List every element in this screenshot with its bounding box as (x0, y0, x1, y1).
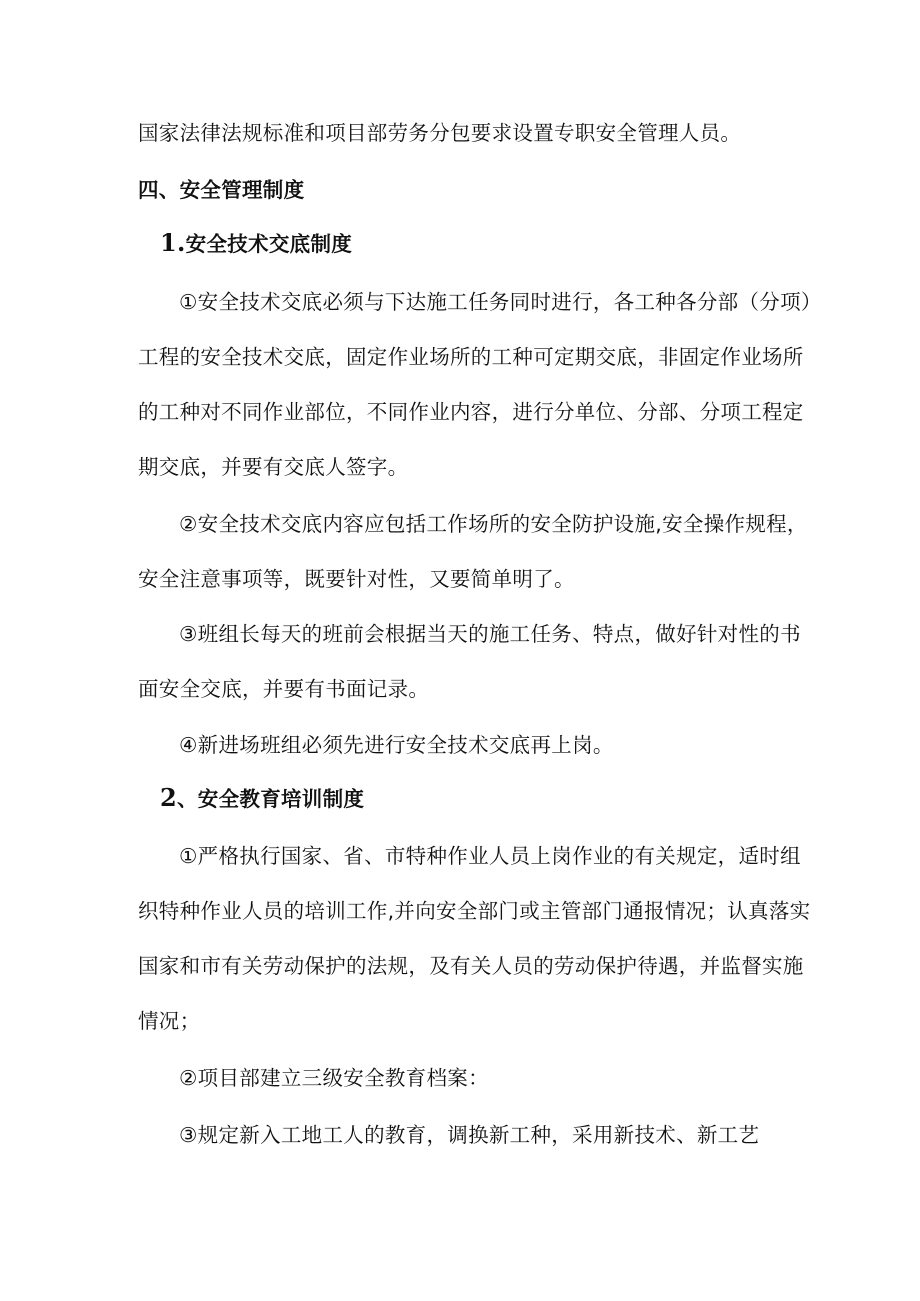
subsection-1-title: 安全技术交底制度 (185, 232, 353, 256)
sub2-p1-line-4: 情况； (138, 1009, 201, 1033)
sub1-p1-line-1: ①安全技术交底必须与下达施工任务同时进行，各工种各分部（分项） (179, 290, 822, 314)
sub2-p3-line-1: ③规定新入工地工人的教育，调换新工种，采用新技术、新工艺 (179, 1123, 760, 1147)
section-4-title: 四、安全管理制度 (138, 178, 305, 202)
sub1-p3-line-1: ③班组长每天的班前会根据当天的施工任务、特点，做好针对性的书 (179, 622, 801, 646)
sub2-p2-line-1: ②项目部建立三级安全教育档案： (179, 1066, 489, 1090)
subsection-2-title: 、安全教育培训制度 (177, 787, 365, 811)
sub2-p1-line-3: 国家和市有关劳动保护的法规，及有关人员的劳动保护待遇，并监督实施 (138, 954, 804, 978)
sub2-p1-line-2: 织特种作业人员的培训工作,并向安全部门或主管部门通报情况；认真落实 (138, 899, 811, 923)
subsection-1-heading (160, 229, 352, 258)
sub1-p3-line-2: 面安全交底，并要有书面记录。 (138, 677, 430, 701)
sub1-p4-line-1: ④新进场班组必须先进行安全技术交底再上岗。 (179, 733, 614, 757)
sub1-p1-line-2: 工程的安全技术交底，固定作业场所的工种可定期交底，非固定作业场所 (138, 345, 804, 369)
subsection-1-number: 1. (160, 228, 186, 257)
subsection-2-number: 2 (160, 783, 177, 812)
sub1-p1-line-4: 期交底，并要有交底人签字。 (138, 455, 409, 479)
sub1-p2-line-2: 安全注意事项等，既要针对性，又要简单明了。 (138, 567, 575, 591)
sub1-p2-line-1: ②安全技术交底内容应包括工作场所的安全防护设施,安全操作规程， (179, 512, 808, 536)
sub2-p1-line-1: ①严格执行国家、省、市特种作业人员上岗作业的有关规定，适时组 (179, 844, 801, 868)
intro-line: 国家法律法规标准和项目部劳务分包要求设置专职安全管理人员。 (138, 121, 742, 145)
subsection-2-heading (160, 784, 364, 813)
sub1-p1-line-3: 的工种对不同作业部位，不同作业内容，进行分单位、分部、分项工程定 (138, 400, 804, 424)
